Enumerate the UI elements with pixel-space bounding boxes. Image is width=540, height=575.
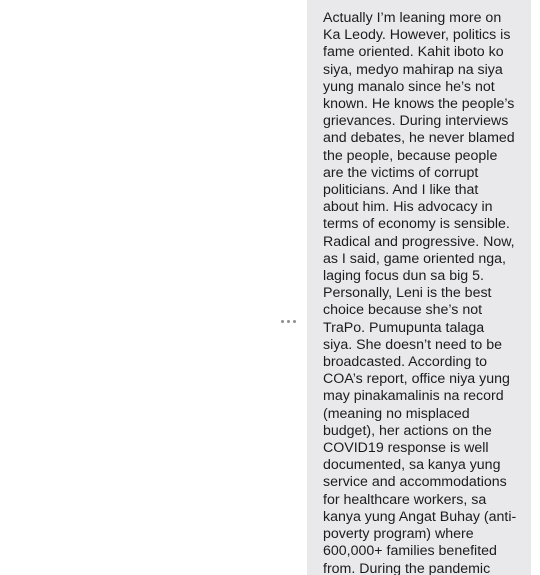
received-message-bubble[interactable] xyxy=(307,0,531,575)
ellipsis-icon xyxy=(281,320,296,323)
message-text: Actually I’m leaning more on Ka Leody. However, politics is fame oriented. Kahit iboto ko siya, medyo mahirap na siya yung manalo since he’s not known. He knows the people’s grievances. During interviews and debates, he never blamed the people, because people are the victims of corrupt politicians. And I like that about him. His advocacy in terms of economy is sensible. Radical and progressive. Now, as I said, game oriented nga, laging focus dun sa big 5. Personally, Leni is the best choice because she’s not TraPo. Pumupunta talaga siya. She doesn’t need to be broadcasted. According to COA’s report, office niya yung may pinakamalinis na record (meaning no misplaced budget), her actions on the COVID19 response is well documented, sa kanya yung service and accommodations for healthcare workers, sa kanya yung Angat Buhay (anti-poverty program) where 600,000+ families benefited from. During the pandemic xyxy=(323,10,517,575)
message-options-button[interactable] xyxy=(276,312,300,330)
